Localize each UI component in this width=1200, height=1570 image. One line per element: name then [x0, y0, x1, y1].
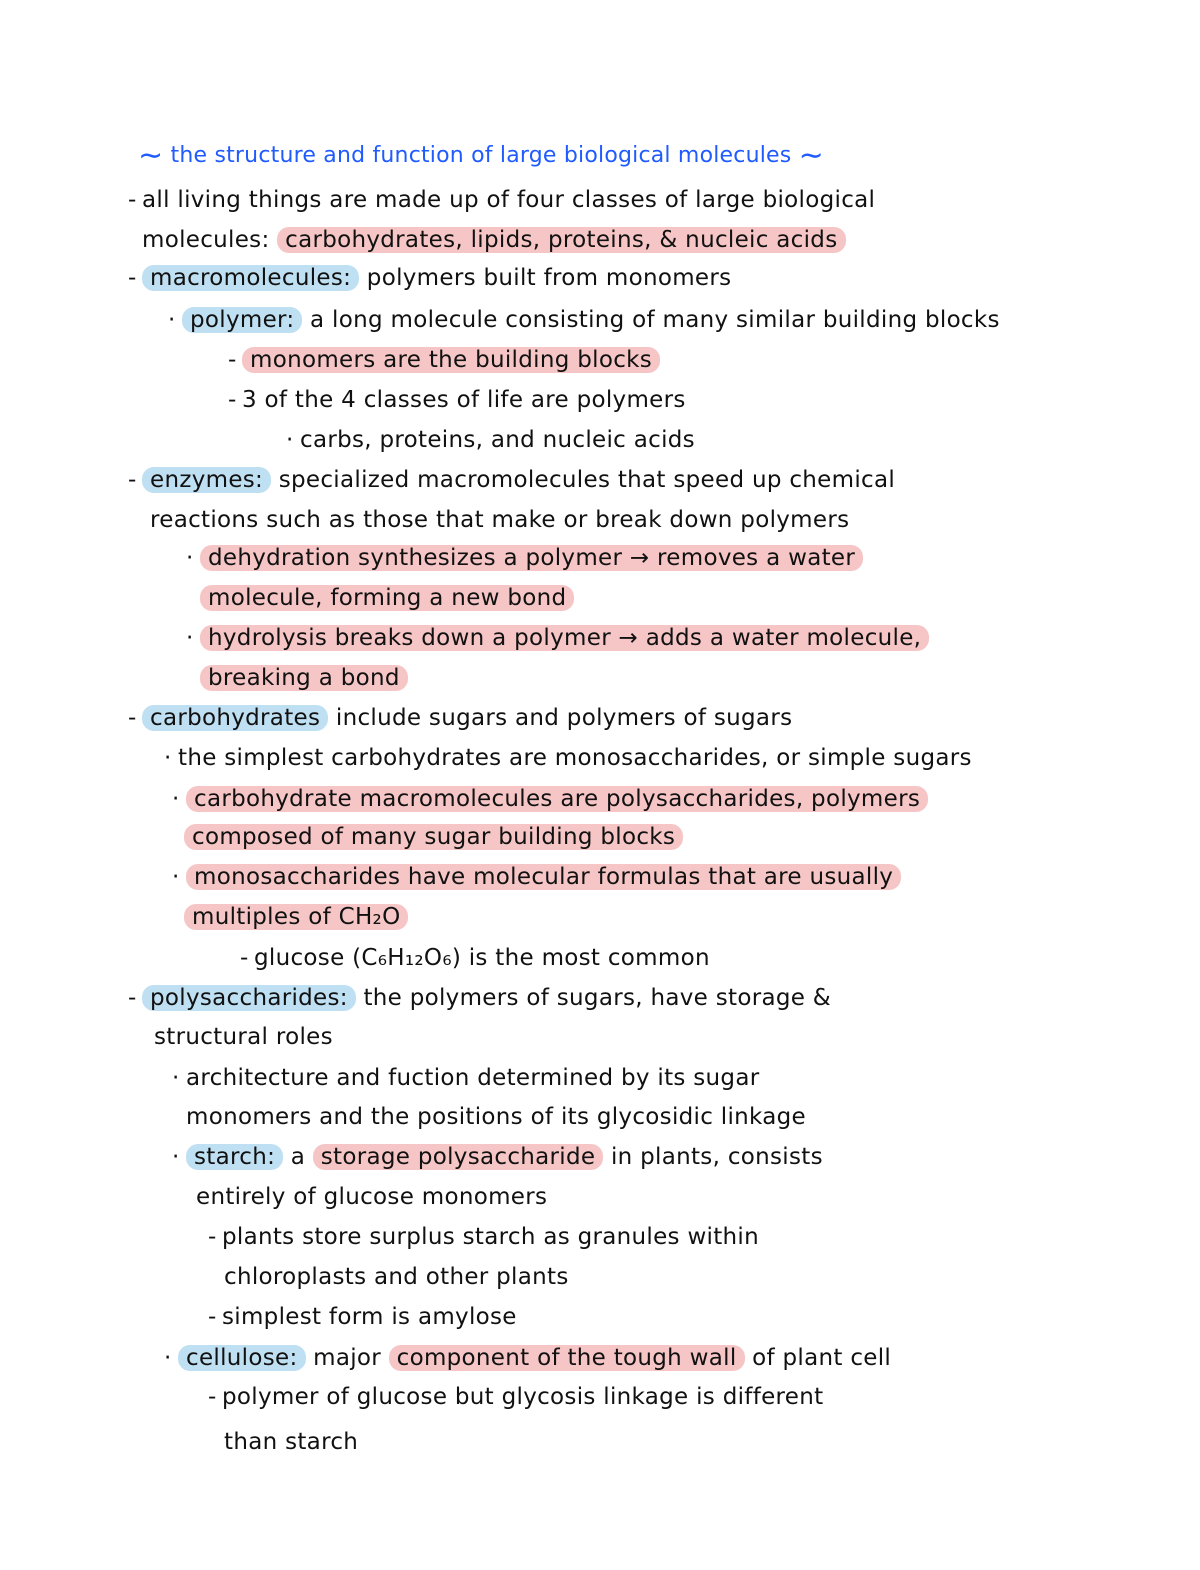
note-line	[208, 1382, 823, 1412]
key-point-highlight: storage polysaccharide	[313, 1144, 604, 1170]
note-text: specialized macromolecules that speed up chemical	[271, 467, 896, 493]
term-highlight: polymer:	[182, 307, 302, 333]
note-text: in plants, consists	[603, 1144, 823, 1170]
key-point-highlight: monomers are the building blocks	[242, 347, 660, 373]
note-text: a	[283, 1144, 313, 1170]
term-highlight: starch:	[186, 1144, 283, 1170]
note-text: reactions such as those that make or break down polymers	[150, 507, 850, 533]
note-text: a long molecule consisting of many similar building blocks	[302, 307, 1000, 333]
bullet-dot: ·	[168, 307, 176, 333]
key-point-highlight: multiples of CH₂O	[184, 904, 408, 930]
note-line	[196, 1182, 547, 1212]
bullet-dash: -	[240, 945, 249, 971]
key-point-highlight: carbohydrate macromolecules are polysaccharides, polymers	[186, 786, 928, 812]
bullet-dash: -	[128, 985, 137, 1011]
note-text: simplest form is amylose	[222, 1304, 517, 1330]
note-line	[128, 983, 831, 1013]
note-line	[172, 784, 928, 814]
note-line	[164, 743, 972, 773]
term-highlight: cellulose:	[178, 1345, 306, 1371]
note-line	[184, 822, 683, 852]
note-line	[186, 623, 929, 653]
note-line	[228, 345, 660, 375]
note-line	[164, 1343, 891, 1373]
squiggle-right: ∼	[798, 138, 824, 173]
note-line	[286, 425, 695, 455]
note-text: entirely of glucose monomers	[196, 1184, 548, 1210]
note-line	[172, 862, 901, 892]
key-point-highlight: molecule, forming a new bond	[200, 585, 574, 611]
bullet-dot: ·	[186, 625, 194, 651]
bullet-dash: -	[128, 467, 137, 493]
note-text: major	[305, 1345, 389, 1371]
note-text: the polymers of sugars, have storage &	[355, 985, 832, 1011]
bullet-dash: -	[128, 265, 137, 291]
key-point-highlight: breaking a bond	[200, 665, 408, 691]
bullet-dot: ·	[164, 1345, 172, 1371]
note-line	[224, 1262, 569, 1292]
note-line	[154, 1022, 333, 1052]
term-highlight: enzymes:	[142, 467, 271, 493]
note-text: glucose (C₆H₁₂O₆) is the most common	[254, 945, 710, 971]
note-line	[200, 663, 408, 693]
bullet-dot: ·	[286, 427, 294, 453]
note-line	[186, 543, 863, 573]
note-line	[200, 583, 574, 613]
note-text: the simplest carbohydrates are monosaccharides, or simple sugars	[178, 745, 972, 771]
note-text: architecture and fuction determined by its sugar	[186, 1065, 760, 1091]
note-text: 3 of the 4 classes of life are polymers	[242, 387, 686, 413]
term-highlight: carbohydrates	[142, 705, 328, 731]
key-point-highlight: component of the tough wall	[389, 1345, 745, 1371]
page-title	[138, 138, 824, 173]
bullet-dash: -	[208, 1384, 217, 1410]
note-line	[128, 263, 731, 293]
bullet-dot: ·	[172, 786, 180, 812]
note-line	[128, 465, 895, 495]
bullet-dot: ·	[172, 1065, 180, 1091]
bullet-dot: ·	[186, 545, 194, 571]
note-text: include sugars and polymers of sugars	[328, 705, 793, 731]
note-line	[150, 505, 849, 535]
bullet-dot: ·	[172, 864, 180, 890]
note-text: chloroplasts and other plants	[224, 1264, 569, 1290]
bullet-dot: ·	[172, 1144, 180, 1170]
note-text: monomers and the positions of its glycosidic linkage	[186, 1104, 807, 1130]
key-point-highlight: composed of many sugar building blocks	[184, 824, 683, 850]
note-line	[142, 225, 846, 255]
note-line	[208, 1302, 517, 1332]
bullet-dash: -	[208, 1304, 217, 1330]
note-line	[172, 1142, 823, 1172]
note-text: polymer of glucose but glycosis linkage is different	[222, 1384, 824, 1410]
note-text: polymers built from monomers	[359, 265, 732, 291]
term-highlight: macromolecules:	[142, 265, 359, 291]
note-text: structural roles	[154, 1024, 333, 1050]
note-line	[168, 305, 1000, 335]
term-highlight: polysaccharides:	[142, 985, 356, 1011]
note-text: of plant cell	[744, 1345, 892, 1371]
note-text: all living things are made up of four classes of large biological	[142, 187, 876, 213]
key-point-highlight: monosaccharides have molecular formulas that are usually	[186, 864, 901, 890]
note-line	[240, 943, 710, 973]
bullet-dash: -	[128, 705, 137, 731]
note-text: than starch	[224, 1429, 359, 1455]
note-text: plants store surplus starch as granules within	[222, 1224, 760, 1250]
note-line	[184, 902, 408, 932]
bullet-dash: -	[208, 1224, 217, 1250]
note-line	[128, 703, 792, 733]
key-point-highlight: carbohydrates, lipids, proteins, & nucleic acids	[277, 227, 845, 253]
bullet-dot: ·	[164, 745, 172, 771]
note-line	[224, 1427, 358, 1457]
note-text: carbs, proteins, and nucleic acids	[300, 427, 695, 453]
bullet-dash: -	[228, 347, 237, 373]
note-line	[128, 185, 875, 215]
note-line	[186, 1102, 806, 1132]
note-text: molecules:	[142, 227, 278, 253]
note-line	[172, 1063, 760, 1093]
note-line	[228, 385, 686, 415]
title-text: the structure and function of large biological molecules	[170, 143, 792, 168]
note-line	[208, 1222, 759, 1252]
squiggle-left: ∼	[138, 138, 164, 173]
key-point-highlight: dehydration synthesizes a polymer → removes a water	[200, 545, 863, 571]
key-point-highlight: hydrolysis breaks down a polymer → adds a water molecule,	[200, 625, 929, 651]
bullet-dash: -	[128, 187, 137, 213]
bullet-dash: -	[228, 387, 237, 413]
